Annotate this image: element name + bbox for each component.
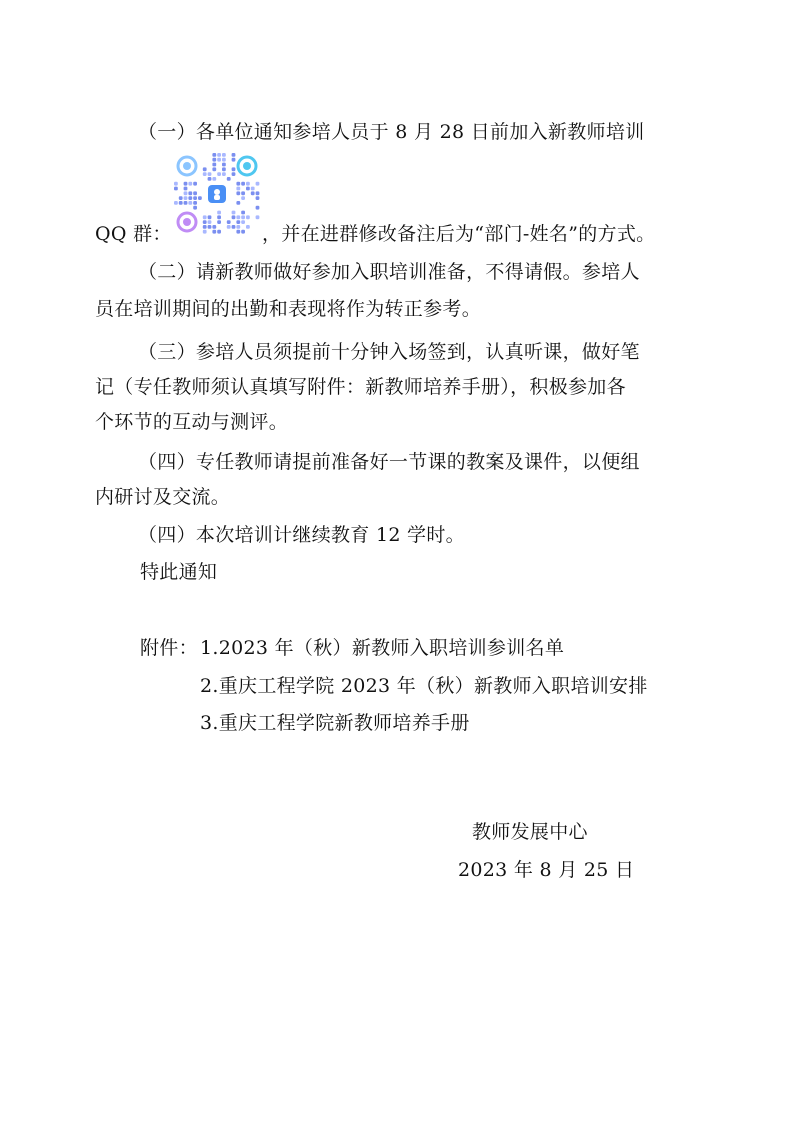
- qr-module: [203, 172, 207, 176]
- qr-module: [184, 191, 188, 195]
- qr-module: [174, 187, 178, 191]
- qr-module: [174, 201, 178, 205]
- para-3-line-1: （三）参培人员须提前十分钟入场签到，认真听课，做好笔: [138, 341, 640, 363]
- qr-module: [241, 196, 245, 200]
- qr-module: [236, 220, 240, 224]
- qr-module: [246, 215, 250, 219]
- para-4-line-1: （四）专任教师请提前准备好一节课的教案及课件，以便组: [138, 451, 640, 473]
- qr-module: [188, 191, 192, 195]
- qr-module: [203, 167, 207, 171]
- qr-module: [227, 225, 231, 229]
- qr-module: [241, 211, 245, 215]
- qr-module: [217, 158, 221, 162]
- qr-module: [203, 225, 207, 229]
- qr-module: [184, 201, 188, 205]
- attachment-item-3: 3.重庆工程学院新教师培养手册: [200, 712, 470, 734]
- qr-module: [208, 215, 212, 219]
- qr-module: [188, 201, 192, 205]
- qr-finder-dot: [183, 162, 191, 170]
- qr-module: [222, 153, 226, 157]
- qr-module: [203, 215, 207, 219]
- attachment-label: 附件：: [140, 637, 198, 659]
- qr-module: [184, 196, 188, 200]
- qr-module: [227, 177, 231, 181]
- qr-module: [251, 191, 255, 195]
- qr-module: [203, 230, 207, 234]
- qr-module: [208, 225, 212, 229]
- qr-module: [232, 172, 236, 176]
- qr-module: [251, 187, 255, 191]
- qr-module: [236, 225, 240, 229]
- qr-module: [188, 182, 192, 186]
- qr-module: [179, 201, 183, 205]
- qr-module: [232, 211, 236, 215]
- qr-module: [236, 191, 240, 195]
- signature-org: 教师发展中心: [472, 821, 588, 843]
- signature-date: 2023 年 8 月 25 日: [458, 859, 635, 881]
- qr-module: [193, 206, 197, 210]
- qr-finder-dot: [243, 162, 251, 170]
- qr-module: [256, 196, 260, 200]
- qr-module: [193, 201, 197, 205]
- qr-module: [241, 215, 245, 219]
- qr-module: [232, 153, 236, 157]
- qr-module: [232, 225, 236, 229]
- qr-module: [236, 201, 240, 205]
- qr-module: [217, 172, 221, 176]
- qr-module: [179, 196, 183, 200]
- qr-module: [236, 230, 240, 234]
- qr-module: [212, 158, 216, 162]
- qr-module: [232, 215, 236, 219]
- qr-module: [222, 158, 226, 162]
- para-1-qq-suffix: ，并在进群修改备注后为“部门-姓名”的方式。: [262, 223, 656, 245]
- qr-module: [212, 167, 216, 171]
- qr-module: [174, 182, 178, 186]
- qr-module: [236, 187, 240, 191]
- qq-group-qr-code[interactable]: [172, 151, 262, 237]
- qr-module: [217, 220, 221, 224]
- qr-module: [232, 158, 236, 162]
- qr-module: [203, 220, 207, 224]
- para-2-line-1: （二）请新教师做好参加入职培训准备，不得请假。参培人: [138, 261, 640, 283]
- qr-module: [212, 177, 216, 181]
- qr-module: [232, 167, 236, 171]
- attachment-item-2: 2.重庆工程学院 2023 年（秋）新教师入职培训安排: [200, 675, 648, 697]
- notice-closing: 特此通知: [140, 561, 218, 583]
- qr-module: [208, 220, 212, 224]
- qr-module: [208, 177, 212, 181]
- qr-module: [193, 182, 197, 186]
- qr-module: [212, 163, 216, 167]
- qr-module: [222, 167, 226, 171]
- qr-module: [193, 196, 197, 200]
- qr-module: [217, 215, 221, 219]
- attachment-item-1: 1.2023 年（秋）新教师入职培训参训名单: [200, 637, 565, 659]
- para-5-line-1: （四）本次培训计继续教育 12 学时。: [138, 524, 465, 546]
- para-1-qq-label: QQ 群：: [95, 223, 172, 245]
- qr-module: [241, 182, 245, 186]
- qr-module: [256, 215, 260, 219]
- para-4-line-2: 内研讨及交流。: [95, 486, 231, 508]
- qr-module: [188, 196, 192, 200]
- qr-module: [184, 182, 188, 186]
- qr-module: [236, 182, 240, 186]
- para-3-line-3: 个环节的互动与测评。: [95, 411, 289, 433]
- qr-module: [236, 215, 240, 219]
- qr-module: [222, 163, 226, 167]
- qr-module: [241, 220, 245, 224]
- qr-module: [246, 225, 250, 229]
- qr-module: [212, 153, 216, 157]
- para-2-line-2: 员在培训期间的出勤和表现将作为转正参考。: [95, 298, 482, 320]
- qr-module: [212, 225, 216, 229]
- qr-module: [217, 211, 221, 215]
- qr-module: [246, 182, 250, 186]
- qr-module: [217, 153, 221, 157]
- qr-module: [227, 220, 231, 224]
- qr-module: [256, 206, 260, 210]
- qr-module: [193, 191, 197, 195]
- qr-module: [256, 182, 260, 186]
- qr-module: [217, 230, 221, 234]
- qr-module: [184, 187, 188, 191]
- qr-module: [241, 191, 245, 195]
- qr-module: [222, 172, 226, 176]
- qr-module: [198, 196, 202, 200]
- qr-module: [208, 172, 212, 176]
- qr-module: [241, 230, 245, 234]
- qr-module: [256, 191, 260, 195]
- qr-module: [246, 187, 250, 191]
- para-1-line-1: （一）各单位通知参培人员于 8 月 28 日前加入新教师培训: [138, 121, 645, 143]
- qr-module: [212, 230, 216, 234]
- qr-finder-dot: [183, 218, 191, 226]
- para-3-line-2: 记（专任教师须认真填写附件：新教师培养手册），积极参加各: [95, 376, 626, 398]
